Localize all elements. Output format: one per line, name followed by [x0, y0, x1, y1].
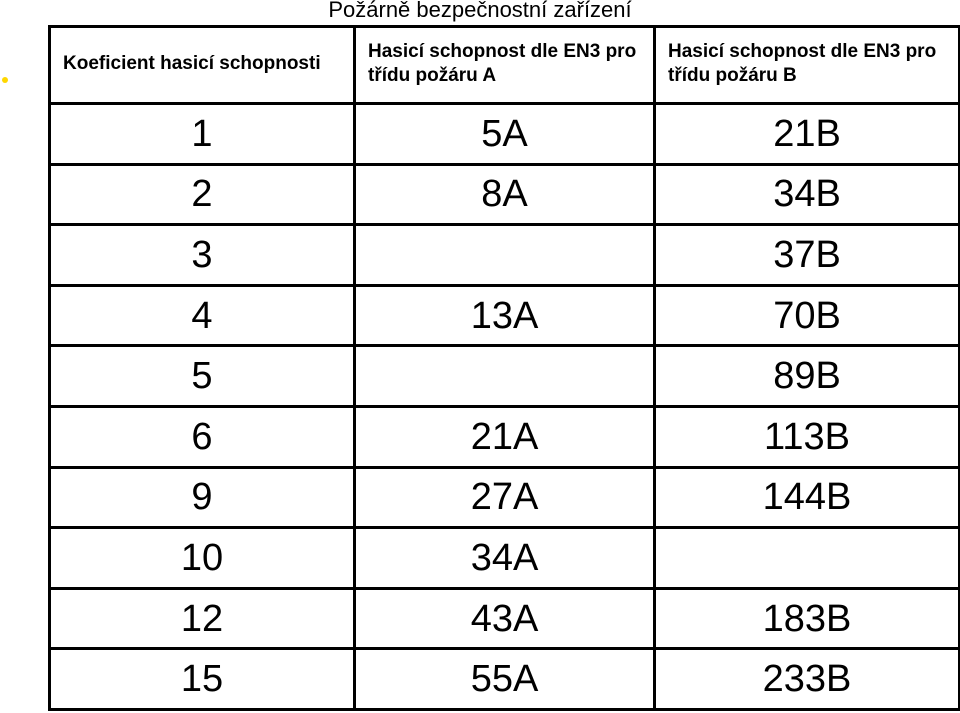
cell-class-b: 144B	[655, 467, 960, 528]
table-row	[50, 588, 960, 649]
table-row	[50, 467, 960, 528]
cell-class-a: 55A	[355, 649, 655, 710]
page-caption: Požárně bezpečnostní zařízení	[328, 0, 632, 22]
cell-class-b: 34B	[655, 164, 960, 225]
cell-class-b: 113B	[655, 406, 960, 467]
cell-coefficient: 4	[50, 285, 355, 346]
cell-class-b: 21B	[655, 104, 960, 165]
cell-coefficient: 5	[50, 346, 355, 407]
table-row	[50, 346, 960, 407]
cell-coefficient: 9	[50, 467, 355, 528]
cell-coefficient: 10	[50, 528, 355, 589]
header-class-b: Hasicí schopnost dle EN3 pro třídu požáru B	[655, 27, 960, 104]
cell-coefficient: 6	[50, 406, 355, 467]
cell-class-a: 27A	[355, 467, 655, 528]
extinguisher-rating-table	[48, 25, 960, 711]
cell-coefficient: 1	[50, 104, 355, 165]
cell-class-a: 5A	[355, 104, 655, 165]
cell-class-b: 233B	[655, 649, 960, 710]
header-class-a: Hasicí schopnost dle EN3 pro třídu požáru A	[355, 27, 655, 104]
cell-class-a: 13A	[355, 285, 655, 346]
cell-coefficient: 2	[50, 164, 355, 225]
cell-coefficient: 15	[50, 649, 355, 710]
table-row	[50, 649, 960, 710]
table-header-row	[50, 27, 960, 104]
cell-coefficient: 12	[50, 588, 355, 649]
bullet-dot	[2, 77, 8, 83]
table-row	[50, 285, 960, 346]
cell-class-a	[355, 346, 655, 407]
cell-class-b: 37B	[655, 225, 960, 286]
table-row	[50, 528, 960, 589]
cell-class-a: 8A	[355, 164, 655, 225]
cell-coefficient: 3	[50, 225, 355, 286]
table-row	[50, 164, 960, 225]
cell-class-b: 70B	[655, 285, 960, 346]
cell-class-b: 89B	[655, 346, 960, 407]
cell-class-a: 34A	[355, 528, 655, 589]
cell-class-a: 21A	[355, 406, 655, 467]
table-row	[50, 104, 960, 165]
cell-class-a	[355, 225, 655, 286]
cell-class-b: 183B	[655, 588, 960, 649]
table-row	[50, 406, 960, 467]
header-coefficient: Koeficient hasicí schopnosti	[50, 27, 355, 104]
table-row	[50, 225, 960, 286]
cell-class-a: 43A	[355, 588, 655, 649]
cell-class-b	[655, 528, 960, 589]
